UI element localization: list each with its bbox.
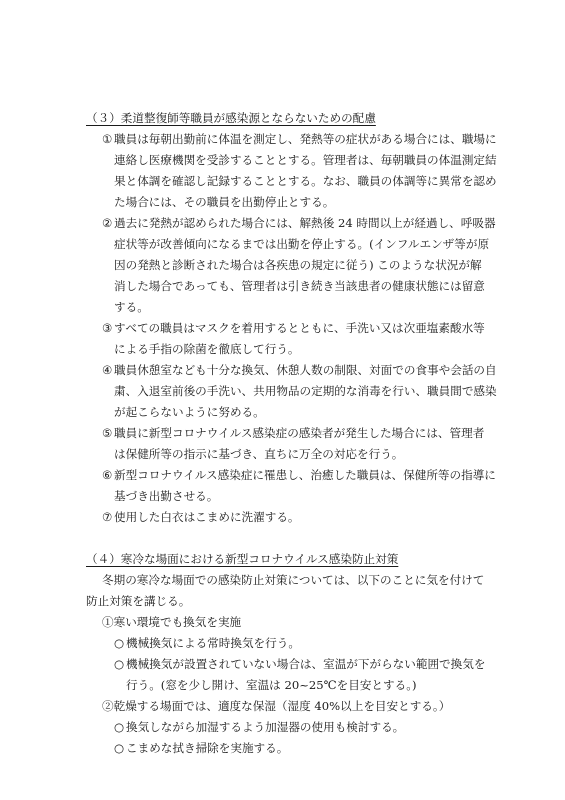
- item-line: 使用した白衣はこまめに洗濯する。: [114, 510, 300, 524]
- bullet-line: 行う。(窓を少し開け、室温は 20~25℃を目安とする。): [126, 678, 417, 692]
- item-line: 因の発熱と診断された場合は各疾患の規定に従う) このような状況が解: [114, 258, 482, 272]
- item-line: 職員休憩室なども十分な換気、休憩人数の制限、対面での食事や会話の自: [114, 363, 497, 377]
- item-line: 連絡し医療機関を受診することとする。管理者は、毎朝職員の体温測定結: [114, 153, 497, 167]
- item-line: 消した場合であっても、管理者は引き続き当該患者の健康状態には留意: [114, 279, 485, 293]
- item-line: 過去に発熱が認められた場合には、解熱後 24 時間以上が経過し、呼吸器: [114, 216, 496, 230]
- bullet-mark: ○: [114, 657, 125, 671]
- bullet-line: 機械換気による常時換気を行う。: [126, 636, 300, 650]
- item-line: すべての職員はマスクを着用するとともに、手洗い又は次亜塩素酸水等: [114, 321, 485, 335]
- item-number: ②: [102, 216, 113, 230]
- item-line: が起こらないように努める。: [114, 405, 265, 419]
- item-number: ⑦: [102, 510, 113, 524]
- section-3-heading: （３）柔道整復師等職員が感染源とならないための配慮: [86, 111, 376, 125]
- item-line: による手指の除菌を徹底して行う。: [114, 342, 300, 356]
- item-line: 職員は毎朝出勤前に体温を測定し、発熱等の症状がある場合には、職場に: [114, 132, 497, 146]
- item-line: は保健所等の指示に基づき、直ちに万全の対応を行う。: [114, 447, 404, 461]
- item-line: 職員に新型コロナウイルス感染症の感染者が発生した場合には、管理者: [114, 426, 485, 440]
- bullet-line: こまめな拭き掃除を実施する。: [126, 741, 289, 755]
- bullet-mark: ○: [114, 741, 125, 755]
- intro-line: 防止対策を講じる。: [86, 594, 191, 608]
- item-line: た場合には、その職員を出勤停止とする。: [114, 195, 335, 209]
- item-number: ⑥: [102, 468, 113, 482]
- item-number: ④: [102, 363, 113, 377]
- subsection-title: ②乾燥する場面では、適度な保湿（湿度 40%以上を目安とする。）: [102, 699, 451, 713]
- bullet-mark: ○: [114, 636, 125, 650]
- item-line: 症状等が改善傾向になるまでは出勤を停止する。(インフルエンザ等が原: [114, 237, 490, 251]
- section-4-heading: （４）寒冷な場面における新型コロナウイルス感染防止対策: [86, 552, 399, 566]
- item-number: ①: [102, 132, 113, 146]
- bullet-line: 機械換気が設置されていない場合は、室温が下がらない範囲で換気を: [126, 657, 486, 671]
- subsection-title: ①寒い環境でも換気を実施: [102, 615, 242, 629]
- item-line: 基づき出勤させる。: [114, 489, 219, 503]
- item-line: 新型コロナウイルス感染症に罹患し、治癒した職員は、保健所等の指導に: [114, 468, 496, 482]
- item-number: ③: [102, 321, 113, 335]
- intro-line: 冬期の寒冷な場面での感染防止対策については、以下のことに気を付けて: [102, 573, 485, 587]
- bullet-line: 換気しながら加湿するよう加湿器の使用も検討する。: [126, 720, 405, 734]
- item-line: 果と体調を確認し記録することとする。なお、職員の体調等に異常を認め: [114, 174, 497, 188]
- item-line: 粛、入退室前後の手洗い、共用物品の定期的な消毒を行い、職員間で感染: [114, 384, 497, 398]
- bullet-mark: ○: [114, 720, 125, 734]
- item-number: ⑤: [102, 426, 113, 440]
- item-line: する。: [114, 300, 149, 314]
